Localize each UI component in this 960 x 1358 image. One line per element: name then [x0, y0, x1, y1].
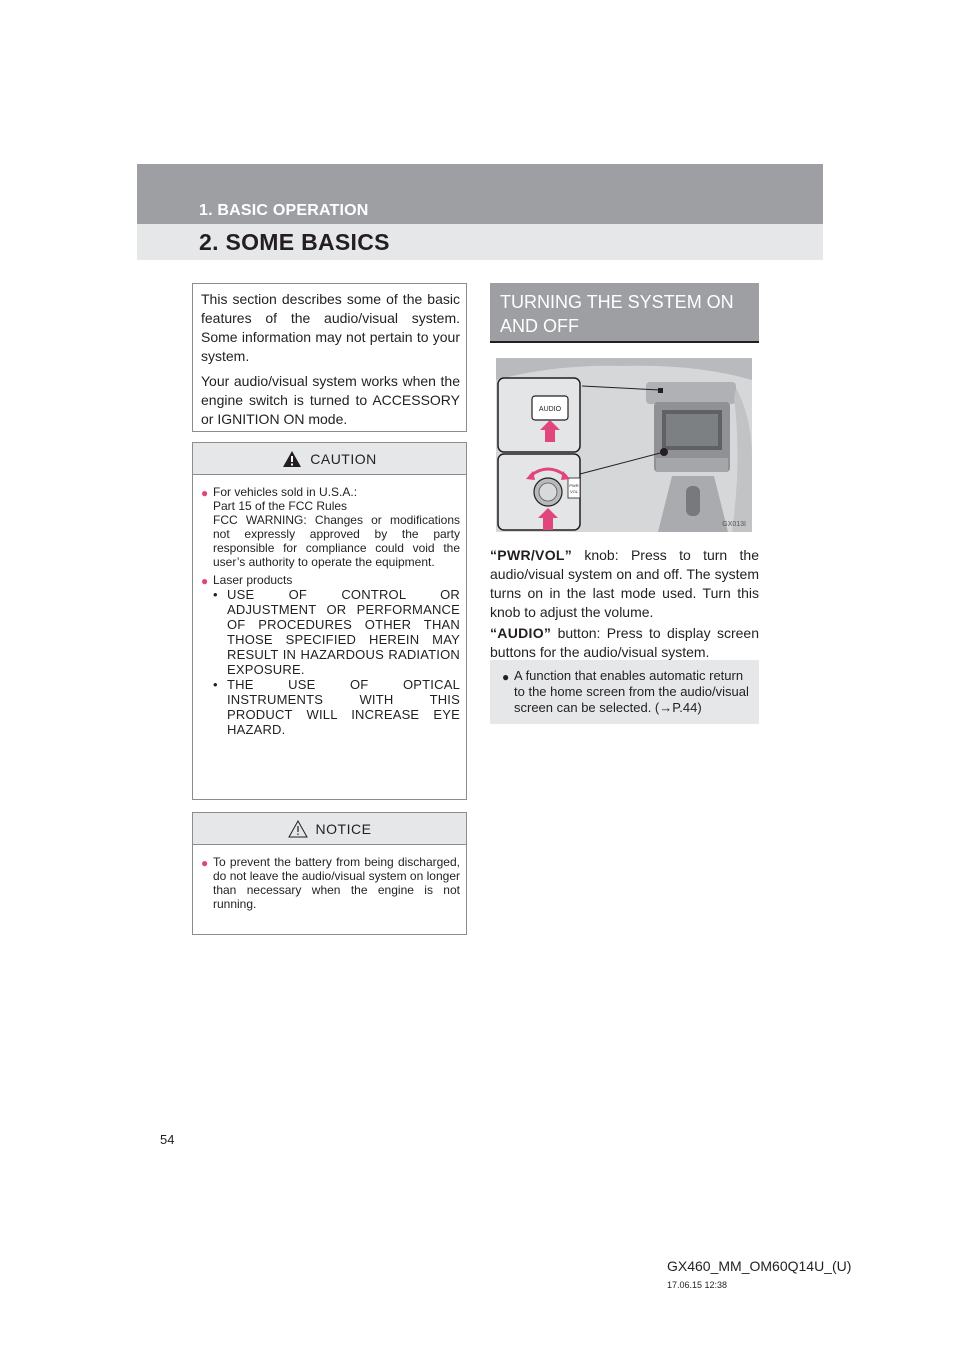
info-item: [502, 668, 751, 716]
laser-subitem-2: [213, 677, 460, 737]
notice-label: NOTICE: [315, 820, 372, 837]
caution-box: [192, 442, 467, 800]
document-code: GX460_MM_OM60Q14U_(U): [667, 1258, 852, 1274]
document-date: 17.06.15 12:38: [667, 1280, 728, 1290]
fcc-line-1: For vehicles sold in U.S.A.:: [213, 485, 358, 499]
caution-header: [193, 443, 466, 475]
pwr-vol-description: [490, 546, 759, 622]
warning-icon: [282, 450, 302, 468]
dot-icon: •: [213, 587, 218, 602]
caution-item-laser: [201, 573, 460, 737]
figure-code: GX013I: [722, 521, 746, 528]
caution-item-fcc: [201, 485, 460, 569]
audio-button-label: AUDIO: [538, 406, 562, 413]
pwr-vol-term: “PWR/VOL”: [490, 547, 573, 563]
page-number: 54: [160, 1132, 175, 1147]
notice-box: [192, 812, 467, 935]
info-box: [490, 660, 759, 724]
dashboard-figure: [496, 358, 752, 532]
fcc-line-2: Part 15 of the FCC Rules: [213, 499, 348, 513]
section-label: 1. BASIC OPERATION: [199, 202, 369, 219]
notice-icon: [288, 820, 308, 838]
page-title: 2. SOME BASICS: [199, 229, 390, 255]
audio-description: [490, 624, 759, 662]
laser-heading: Laser products: [213, 573, 293, 587]
turn-section-header: TURNING THE SYSTEM ON AND OFF: [490, 283, 759, 343]
audio-text: button: Press to display screen buttons for the audio/visual system.: [490, 625, 759, 660]
dot-icon: •: [213, 677, 218, 692]
pwr-vol-text: knob: Press to turn the audio/visual system on and off. The system turns on in the last mode used. Turn this knob to adjust the volume.: [490, 547, 759, 620]
notice-body: [193, 845, 466, 911]
laser-subitem-2-text: THE USE OF OPTICAL INSTRUMENTS WITH THIS PRODUCT WILL INCREASE EYE HAZARD.: [227, 677, 460, 737]
notice-item: [201, 855, 460, 911]
black-bullet-icon: ●: [502, 670, 510, 684]
notice-header: [193, 813, 466, 845]
info-text: A function that enables automatic return to the home screen from the audio/visual screen can be selected. (→P.44): [514, 668, 749, 715]
fcc-warning-text: FCC WARNING: Changes or modifications not expressly approved by the party responsible for compliance could void the user’s authority to operate the equipment.: [213, 513, 460, 569]
audio-term: “AUDIO”: [490, 625, 552, 641]
intro-box: [192, 283, 467, 432]
pink-bullet-icon: ●: [201, 574, 209, 588]
pink-bullet-icon: ●: [201, 486, 209, 500]
caution-body: [193, 475, 466, 737]
intro-paragraph-2: Your audio/visual system works when the engine switch is turned to ACCESSORY or IGNITION ON mode.: [201, 373, 460, 427]
laser-subitem-1: [213, 587, 460, 677]
turn-section-body: [490, 546, 759, 662]
laser-subitem-1-text: USE OF CONTROL OR ADJUSTMENT OR PERFORMANCE OF PROCEDURES OTHER THAN THOSE SPECIFIED HEREIN MAY RESULT IN HAZARDOUS RADIATION EXPOSURE.: [227, 587, 460, 677]
pink-bullet-icon: ●: [201, 856, 209, 870]
dashboard-illustration: [496, 358, 752, 532]
intro-paragraph-1: This section describes some of the basic features of the audio/visual system. Some information may not pertain to your system.: [201, 291, 460, 364]
caution-label: CAUTION: [310, 450, 377, 467]
pwr-label: PWR: [569, 483, 579, 488]
notice-text: To prevent the battery from being discharged, do not leave the audio/visual system on longer than necessary when the engine is not running.: [213, 855, 460, 911]
vol-label: VOL: [569, 489, 579, 494]
